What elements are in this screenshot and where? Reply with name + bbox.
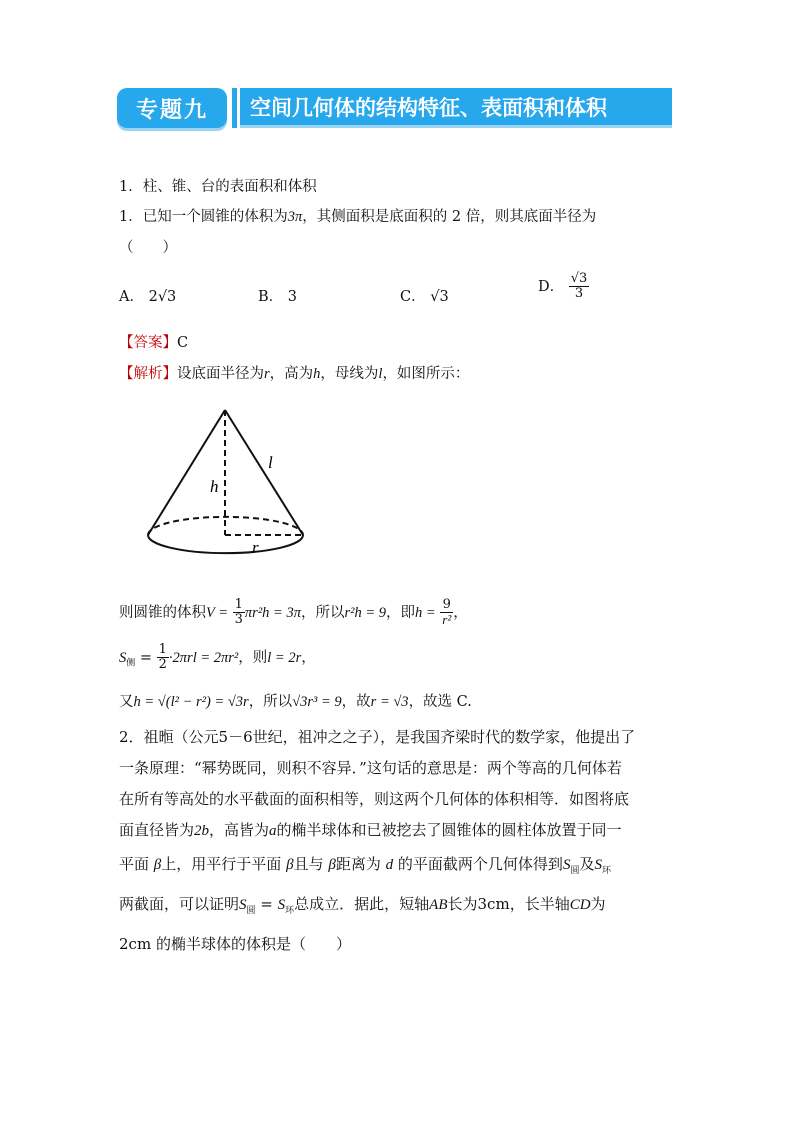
option-a-value: 2√3 [148,289,177,305]
q2-eq-s1: S [239,897,247,913]
eq1-fraction [440,598,453,628]
eq2-s: S [119,649,127,666]
q2-line5-d: 距离为 [335,855,381,873]
option-d-numerator: √3 [570,271,588,286]
option-b-label: B． [258,289,284,305]
section-heading: 1．柱、锥、台的表面积和体积 [119,179,317,195]
eq2-line [119,643,316,673]
eq2-expr-c: l = 2r [267,649,302,666]
q2-line1: 2．祖暅（公元5－6世纪，祖冲之之子），是我国齐梁时代的数学家，他提出了 [119,728,636,746]
topic-badge [117,88,227,128]
q2-line3: 在所有等高处的水平截面的面积相等，则这两个几何体的体积相等．如图将底 [119,790,630,808]
eq1-text-c: ，即 [386,604,415,621]
q1-ratio: 2 [451,209,462,225]
q2-line4-c: 的椭半球体和已被挖去了圆锥体的圆柱体放置于同一 [276,821,622,839]
eq2-frac-num: 1 [158,642,167,657]
eq1-line [119,598,468,628]
q2-var-d: d [385,857,394,873]
option-d [538,272,589,302]
q1-stem-text-b: ，其侧面积是底面积的 [302,209,448,225]
eq3-text-d: ，故选 C. [408,694,472,710]
q2-sub-circle: 圆 [570,866,580,876]
option-b [258,285,297,306]
option-c-label: C． [400,289,426,305]
eq2-fraction [157,643,169,673]
eq1-expr3: h = [415,604,436,621]
q2-eq-sign: = [255,895,278,913]
eq2-end: ， [301,649,316,666]
eq1-frac-num: 9 [440,598,453,613]
q2-ab: AB [429,897,448,913]
analysis-text-a: 设底面半径为 [177,366,264,382]
q2-var-2b: 2b [194,823,210,839]
q2-eq-sub1: 圆 [246,906,256,916]
q2-line5-e: 的平面截两个几何体得到 [397,855,563,873]
eq1-third-num: 1 [234,597,243,612]
option-d-fraction [569,272,590,302]
analysis-text-c: ，母线为 [320,366,379,382]
option-b-value: 3 [287,289,297,305]
topic-title [240,88,672,128]
analysis-tag: 【解析】 [119,366,177,382]
option-d-label: D． [538,278,565,295]
q2-line6-d: ，长半轴 [509,895,570,913]
q2-line6-b: 总成立．据此，短轴 [294,895,430,913]
eq3-text-c: ，故 [341,694,371,710]
q2-line4-a: 面直径皆为 [119,821,195,839]
banner-divider [232,88,237,128]
cone-diagram [140,400,315,565]
q2-s-circle: S [562,857,571,873]
analysis-text-b: ，高为 [269,366,314,382]
eq3-expr: h = √(l² − r²) = √3r [133,694,249,710]
q2-beta-1: β [153,857,162,873]
q2-line2: 一条原理：“幂势既同，则积不容异．”这句话的意思是：两个等高的几何体若 [119,759,622,777]
label-l: l [268,453,273,472]
label-r: r [252,538,259,557]
cone-base-front [148,535,303,553]
q2-s-ring: S [594,857,602,873]
eq2-sub: 侧 [126,658,136,669]
analysis-text-d: ，如图所示： [382,366,470,382]
eq3-expr2: √3r³ = 9 [292,694,342,710]
option-a [119,285,176,306]
answer-line [119,331,188,352]
eq1-text-a: 则圆锥的体积 [119,604,206,621]
eq1-third [233,598,245,628]
analysis-line [119,362,469,383]
eq2-frac-den: 2 [158,657,167,673]
q1-volume: 3π [287,209,303,225]
eq2-eq: = [139,649,157,666]
topic-title-text: 空间几何体的结构特征、表面积和体积 [250,95,607,120]
eq2-text-b: ，则 [238,649,268,666]
q2-line6-e: 为 [590,895,606,913]
q2-line5-a: 平面 [119,855,150,873]
q2-var-a: a [269,823,277,839]
eq1-v: V = [206,604,229,621]
var-r: r [264,366,270,382]
option-d-denominator: 3 [574,286,584,302]
q2-line7 [119,933,351,954]
q2-eq-sub2: 环 [285,906,295,916]
q1-stem-text-c: 倍，则其底面半径为 [465,209,597,225]
option-c-value: √3 [430,289,449,305]
q2-beta-3: β [328,857,336,873]
answer-tag: 【答案】 [119,335,177,351]
eq3-text-b: ，所以 [248,694,293,710]
q2-line6-c: 长为 [447,895,478,913]
var-l: l [378,366,383,382]
eq1-expr2: r²h = 9 [344,604,386,621]
eq1-end: ， [453,604,468,621]
q2-cd: CD [569,897,591,913]
option-c [400,285,449,306]
q2-line5 [119,853,611,876]
eq3-text-a: 又 [119,694,134,710]
q2-len-2cm: 2cm [119,935,152,953]
eq2-rest: ·2πrl = 2πr² [168,649,239,666]
label-h: h [210,477,219,496]
q2-len-3cm: 3cm [477,895,510,913]
q1-paren: （ ） [119,240,177,256]
q2-line7-a: 的椭半球体的体积是（ ） [155,935,351,953]
eq1-expr1: πr²h = 3π [244,604,301,621]
q2-line5-c: 且与 [293,855,324,873]
eq3-expr3: r = √3 [370,694,409,710]
var-h: h [313,366,321,382]
q2-beta-2: β [286,857,294,873]
q2-line4 [119,819,622,840]
eq1-frac-den: r² [442,612,452,628]
option-a-label: A． [119,289,144,305]
eq1-text-b: ，所以 [300,604,345,621]
q1-stem-text-a: 1．已知一个圆锥的体积为 [119,209,288,225]
topic-badge-text: 专题九 [135,97,208,123]
q2-line5-f: 及 [579,855,595,873]
eq3-line [119,690,472,711]
q2-line5-b: 上，用平行于平面 [161,855,282,873]
answer-value: C [177,335,189,351]
q2-line6-a: 两截面，可以证明 [119,895,240,913]
q2-eq-s2: S [277,897,286,913]
q2-line4-b: ，高皆为 [209,821,270,839]
q2-line6 [119,893,606,916]
eq1-third-den: 3 [234,612,243,628]
q1-stem [119,205,596,226]
q2-sub-ring: 环 [601,866,611,876]
